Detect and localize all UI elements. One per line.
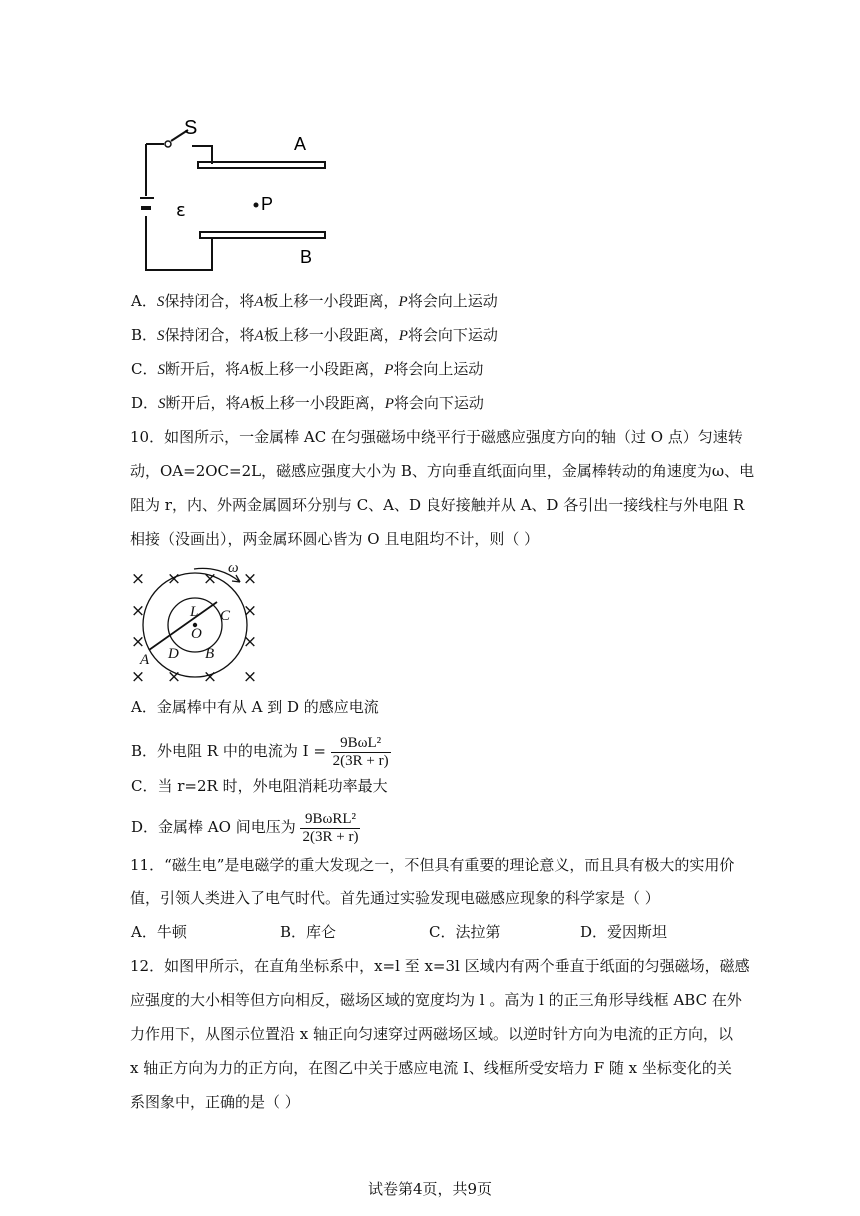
label-d: D [168,646,179,662]
q11-choice-d[interactable]: D．爱因斯坦 [580,923,668,941]
q12-stem-line-3: 力作用下，从图示位置沿 x 轴正向匀速穿过两磁场区域。以逆时针方向为电流的正方向，以 [130,1025,733,1043]
q10-option-c[interactable]: C．当 r=2R 时，外电阻消耗功率最大 [131,777,388,795]
q9-option-b[interactable]: B．S保持闭合，将A板上移一小段距离，P将会向下运动 [131,326,498,344]
label-a: A [140,652,150,668]
label-l: L [190,604,199,620]
point-p-label: P [261,194,274,214]
q12-stem-line-5: 系图象中，正确的是（ ） [130,1093,300,1111]
label-o: O [191,626,202,642]
plate-b-label: B [300,247,313,267]
q10-option-b-fraction: $\frac{\text{9BωL²}}{2(3R + r)}$ [332,734,389,769]
q10-stem-line-2: 动，OA=2OC=2L，磁感应强度大小为 B、方向垂直纸面向里，金属棒转动的角速度为ω、电 [130,462,755,480]
cross-mark: × [130,601,146,621]
q11-choice-c[interactable]: C．法拉第 [429,923,501,941]
plate-a-label: A [294,134,307,154]
label-b: B [205,646,215,662]
q11-stem-line-2: 值，引领人类进入了电气时代。首先通过实验发现电磁感应现象的科学家是（ ） [130,889,660,907]
q11-stem-line-1: 11．“磁生电”是电磁学的重大发现之一，不但具有重要的理论意义，而且具有极大的实用价 [130,856,735,874]
cross-mark: × [130,667,146,686]
cross-mark: × [166,569,182,589]
cross-mark: × [242,601,258,621]
q10-stem-line-4: 相接（没画出），两金属环圆心皆为 O 且电阻均不计，则（ ） [130,530,540,548]
q10-option-a[interactable]: A．金属棒中有从 A 到 D 的感应电流 [131,698,379,716]
cross-mark: × [242,569,258,589]
q12-stem-line-1: 12．如图甲所示，在直角坐标系中，x=l 至 x=3l 区域内有两个垂直于纸面的匀强磁场，磁感 [130,957,750,975]
q10-option-d-fraction: $\frac{\text{9BωRL²}}{2(3R + r)}$ [302,810,359,845]
label-c: C [220,608,231,624]
q10-option-b[interactable]: B．外电阻 R 中的电流为 I = $\frac{\text{9BωL²}}{2(3R + r)}$ [131,734,389,769]
q10-option-d[interactable]: D．金属棒 AO 间电压为 $\frac{\text{9BωRL²}}{2(3R + r)}$ [131,810,359,845]
q11-choice-a[interactable]: A．牛顿 [131,923,187,941]
switch-label: S [184,117,198,139]
q10-stem-line-3: 阻为 r，内、外两金属圆环分别与 C、A、D 良好接触并从 A、D 各引出一接线柱与外电阻 R [130,496,745,514]
page-footer: 试卷第4页，共9页 [367,1180,493,1198]
cross-mark: × [202,667,218,686]
q9-option-d[interactable]: D．S断开后，将A板上移一小段距离，P将会向下运动 [131,394,484,412]
q9-option-a[interactable]: A．S保持闭合，将A板上移一小段距离，P将会向上运动 [131,292,498,310]
cross-mark: × [166,667,182,686]
cross-mark: × [130,569,146,589]
q9-option-c[interactable]: C．S断开后，将A板上移一小段距离，P将会向上运动 [131,360,484,378]
q12-stem-line-2: 应强度的大小相等但方向相反，磁场区域的宽度均为 l 。高为 l 的正三角形导线框 ABC 在外 [130,991,742,1009]
cross-mark: × [202,569,218,589]
q10-stem-line-1: 10．如图所示，一金属棒 AC 在匀强磁场中绕平行于磁感应强度方向的轴（过 O 点）匀速转 [130,428,743,446]
cross-mark: × [242,667,258,686]
rotating-rod-figure [128,558,268,686]
emf-label: ε [176,200,186,221]
cross-mark: × [242,632,258,652]
q11-choice-b[interactable]: B．库仑 [280,923,337,941]
cross-mark: × [130,632,146,652]
capacitor-circuit-figure [140,108,340,278]
omega-label: ω [228,560,239,576]
q12-stem-line-4: x 轴正方向为力的正方向，在图乙中关于感应电流 I、线框所受安培力 F 随 x 坐标变化的关 [130,1059,732,1077]
